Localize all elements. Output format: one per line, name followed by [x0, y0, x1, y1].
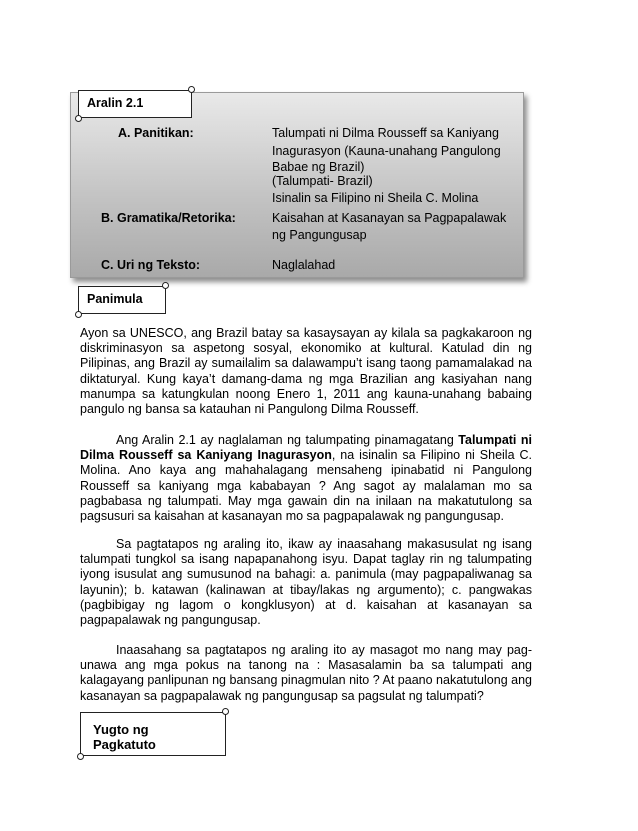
paragraph-1 — [80, 326, 532, 417]
paragraph-2 — [80, 433, 532, 524]
scroll-curl-icon — [188, 86, 195, 93]
scroll-curl-icon — [77, 753, 84, 760]
paragraph-3 — [80, 537, 532, 628]
value-line: Talumpati ni Dilma Rousseff sa Kaniyang — [272, 126, 499, 140]
value-line: ng Pangungusap — [272, 228, 367, 242]
paragraph-text: Ang Aralin 2.1 ay naglalaman ng talumpating pinamagatang — [116, 433, 454, 447]
row-label: A. Panitikan: — [118, 126, 194, 140]
row-value — [272, 126, 522, 205]
row-label: B. Gramatika/Retorika: — [101, 211, 236, 225]
value-line: Isinalin sa Filipino ni Sheila C. Molina — [272, 191, 479, 205]
value-line: (Talumpati- Brazil) — [272, 174, 373, 188]
row-value — [272, 258, 522, 272]
yugto-heading: Yugto ng Pagkatuto — [93, 722, 156, 752]
scroll-curl-icon — [222, 708, 229, 715]
value-line: Inagurasyon (Kauna-unahang Pangulong — [272, 144, 501, 158]
lesson-title: Aralin 2.1 — [87, 96, 144, 110]
scroll-curl-icon — [75, 311, 82, 318]
paragraph-text: Inaasahang sa pagtatapos ng araling ito ay masagot mo nang may pag-unawa ang mga pokus na tanong na : Masasalamin ba sa talumpati ang kalagayang panlipunan ng bansang pinagmulan nito ? At paano nakatutulong ang kasanayan sa pagpapalawak ng pangungusap sa pagsulat ng talumpati? — [80, 643, 532, 703]
scroll-curl-icon — [75, 115, 82, 122]
value-line: Kaisahan at Kasanayan sa Pagpapalawak — [272, 211, 507, 225]
scroll-curl-icon — [162, 282, 169, 289]
value-line: Naglalahad — [272, 258, 336, 272]
row-value — [272, 211, 522, 242]
row-label: C. Uri ng Teksto: — [101, 258, 201, 272]
yugto-banner — [80, 712, 226, 756]
paragraph-text: Ayon sa UNESCO, ang Brazil batay sa kasaysayan ay kilala sa pagkakaroon ng diskriminasyon sa aspetong sosyal, ekonomiko at kultural. Katulad din ng Pilipinas, ang Brazil ay sumailalim sa dalawampu’t isang taong pamamalakad na diktaturyal. Kung kaya’t damang-dama ng mga Brazilian ang kasiyahan nang manumpa sa katungkulan noong Enero 1, 2011 ang kauna-unahang babaing pangulo ng bansa sa katauhan ni Pangulong Dilma Rousseff. — [80, 326, 532, 417]
speech-title: Talumpati ni Dilma Rousseff sa Kaniyang Inagurasyon — [80, 433, 532, 463]
value-line: Babae ng Brazil) — [272, 160, 365, 174]
panimula-heading: Panimula — [87, 292, 143, 306]
paragraph-text: Sa pagtatapos ng araling ito, ikaw ay inaasahang makasusulat ng isang talumpati tungkol sa isang napapanahong isyu. Dapat taglay rin ng talumpating iyong isusulat ang sumusunod na bahagi: a. panimula (may pagpapaliwanag sa layunin); b. katawan (kalinawan at tibay/lakas ng argumento); c. pangwakas (pagbibigay ng lagom o kongklusyon) at d. kaisahan at kasanayan sa pagpapalawak ng pangungusap. — [80, 537, 532, 628]
panimula-banner — [78, 286, 166, 314]
paragraph-text: , na isinalin sa Filipino ni Sheila C. Molina. Ano kaya ang mahahalagang mensaheng ipinabatid ni Pangulong Rousseff sa kaniyang mga kababayan ? Ang sagot ay malalaman mo sa pagbabasa ng talumpati. May mga gawain din na inilaan na makatutulong sa pagsusuri sa kaisahan at kasanayan mo sa pagpapalawak ng pangungusap. — [80, 448, 532, 524]
paragraph-4 — [80, 643, 532, 704]
lesson-title-banner — [78, 90, 192, 118]
